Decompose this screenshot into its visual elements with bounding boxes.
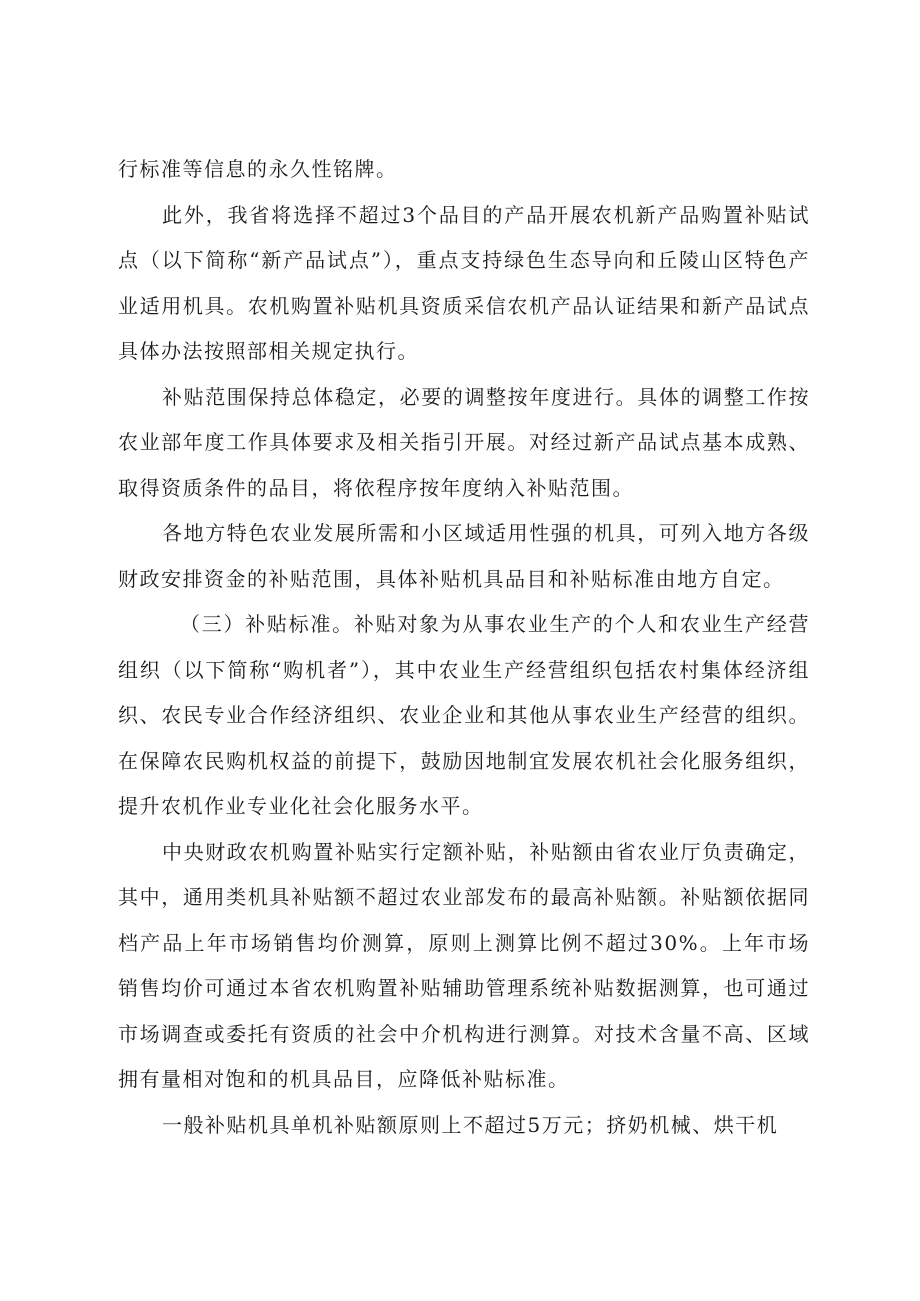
- paragraph-fixed-subsidy: 中央财政农机购置补贴实行定额补贴，补贴额由省农业厅负责确定，其中，通用类机具补贴额不超过农业部发布的最高补贴额。补贴额依据同档产品上年市场销售均价测算，原则上测算比例不超过30%。上年市场销售均价可通过本省农机购置补贴辅助管理系统补贴数据测算，也可通过市场调查或委托有资质的社会中介机构进行测算。对技术含量不高、区域拥有量相对饱和的机具品目，应降低补贴标准。: [118, 839, 810, 1091]
- paragraph-continuation: 行标准等信息的永久性铭牌。: [118, 157, 398, 181]
- paragraph-subsidy-standard: （三）补贴标准。补贴对象为从事农业生产的个人和农业生产经营组织（以下简称“购机者”），其中农业生产经营组织包括农村集体经济组织、农民专业合作经济组织、农业企业和其他从事农业生产经营的组织。在保障农民购机权益的前提下，鼓励因地制宜发展农机社会化服务组织，提升农机作业专业化社会化服务水平。: [118, 612, 810, 818]
- paragraph-single-machine-cap: 一般补贴机具单机补贴额原则上不超过5万元；挤奶机械、烘干机: [162, 1112, 779, 1137]
- paragraph-subsidy-scope: 补贴范围保持总体稳定，必要的调整按年度进行。具体的调整工作按农业部年度工作具体要求及相关指引开展。对经过新产品试点基本成熟、取得资质条件的品目，将依程序按年度纳入补贴范围。: [118, 384, 810, 500]
- document-body: [118, 147, 810, 1148]
- paragraph-local-machinery: 各地方特色农业发展所需和小区域适用性强的机具，可列入地方各级财政安排资金的补贴范围，具体补贴机具品目和补贴标准由地方自定。: [118, 521, 810, 591]
- paragraph-new-product-pilot: 此外，我省将选择不超过3个品目的产品开展农机新产品购置补贴试点（以下简称“新产品试点”），重点支持绿色生态导向和丘陵山区特色产业适用机具。农机购置补贴机具资质采信农机产品认证结果和新产品试点具体办法按照部相关规定执行。: [118, 202, 810, 363]
